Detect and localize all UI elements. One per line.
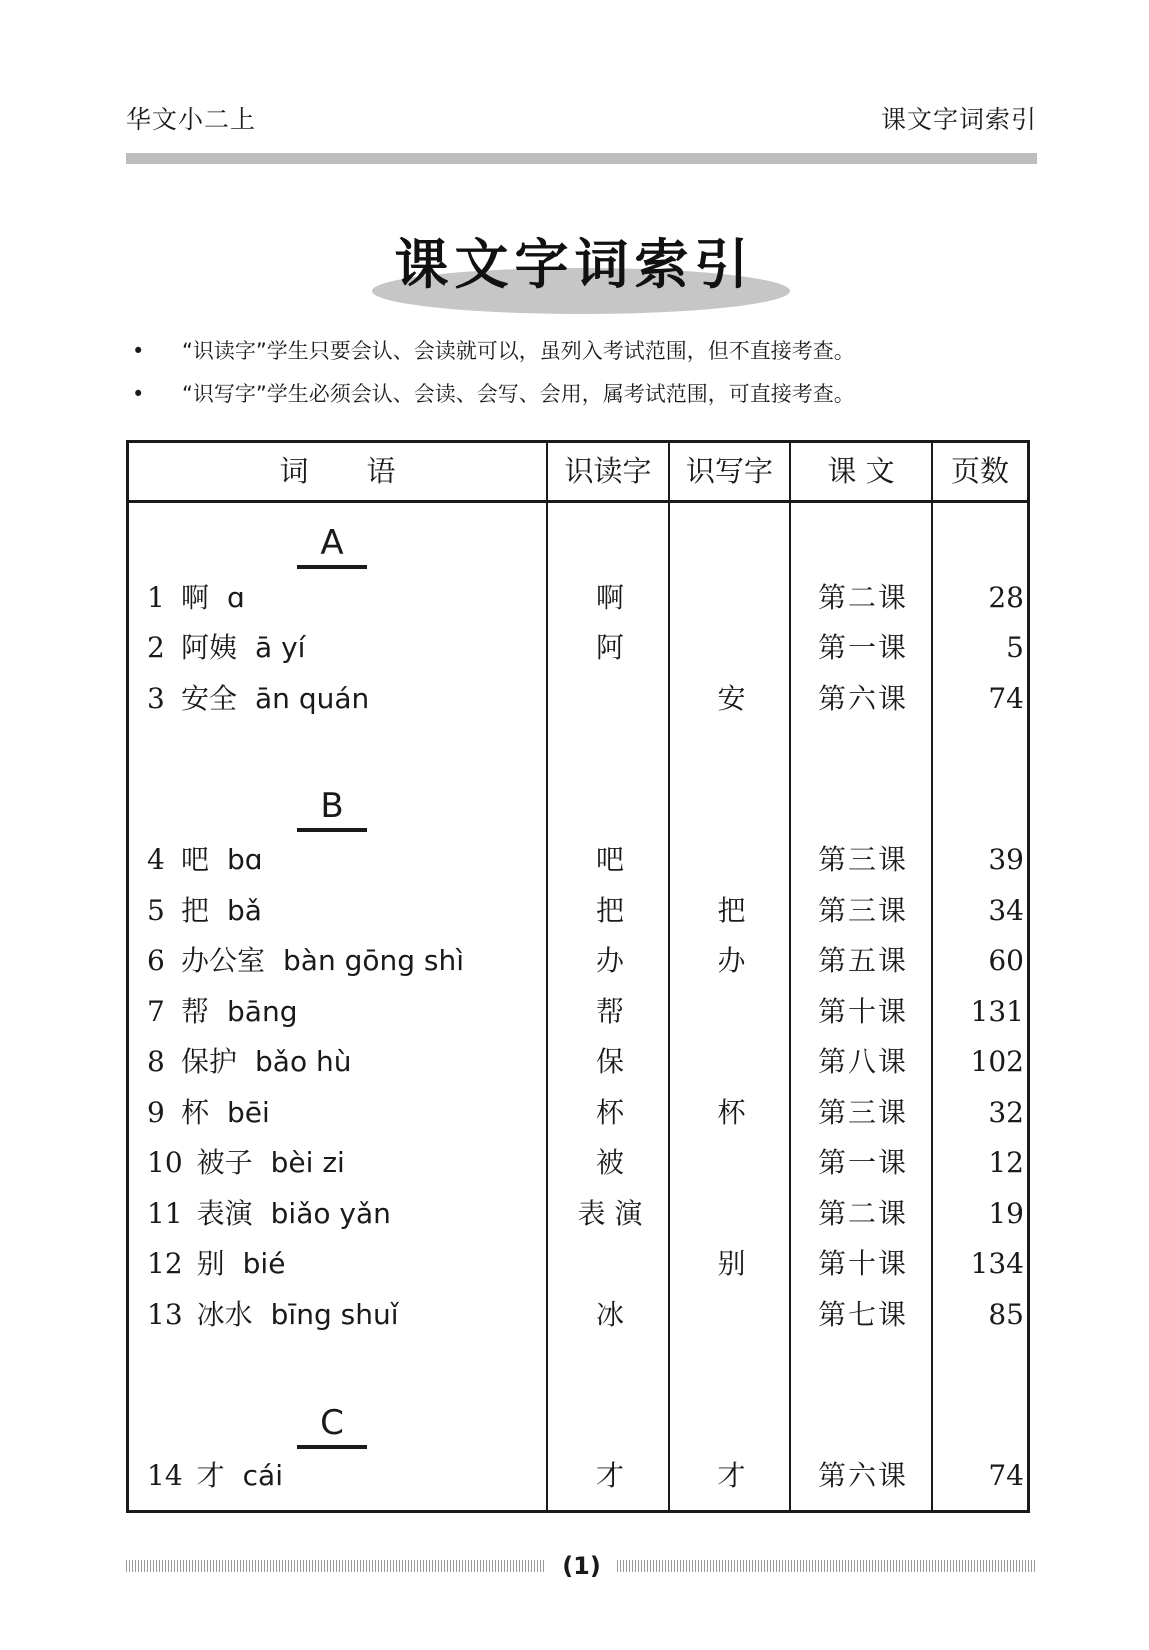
- read-char-cell: 被: [595, 1146, 624, 1179]
- table-row: [129, 1292, 1027, 1338]
- lesson-cell: 第二课: [817, 581, 908, 614]
- table-row: [129, 989, 1027, 1035]
- lesson-cell: 第三课: [817, 1096, 908, 1129]
- section-letter-label: C: [320, 1403, 344, 1443]
- write-char-cell: 杯: [717, 1096, 746, 1129]
- table-row: [129, 1039, 1027, 1085]
- row-number: 1: [147, 581, 165, 614]
- lesson-cell: 第八课: [817, 1045, 908, 1078]
- page-cell: 39: [988, 843, 1024, 876]
- word-hanzi: 被子: [196, 1146, 253, 1179]
- word-hanzi: 安全: [181, 682, 238, 715]
- word-cell: [147, 1453, 283, 1499]
- word-cell: [147, 888, 262, 934]
- table-row: [129, 1191, 1027, 1237]
- page-cell: 134: [970, 1247, 1024, 1280]
- page-title: 课文字词索引: [394, 233, 755, 296]
- row-number: 11: [147, 1197, 183, 1230]
- word-hanzi: 冰水: [196, 1298, 253, 1331]
- word-pinyin: bɑ: [227, 843, 263, 876]
- word-cell: [147, 1090, 270, 1136]
- word-hanzi: 办公室: [181, 944, 266, 977]
- word-cell: [147, 1292, 399, 1338]
- row-number: 13: [147, 1298, 183, 1331]
- row-number: 12: [147, 1247, 183, 1280]
- word-hanzi: 把: [181, 894, 210, 927]
- column-header-page: 页数: [950, 454, 1009, 488]
- word-cell: [147, 938, 464, 984]
- table-row: [129, 625, 1027, 671]
- read-char-cell: 保: [595, 1045, 624, 1078]
- word-cell: [147, 676, 369, 722]
- lesson-cell: 第六课: [817, 1459, 908, 1492]
- row-number: 2: [147, 631, 165, 664]
- word-hanzi: 保护: [181, 1045, 238, 1078]
- column-header-word: 词 语: [279, 454, 396, 488]
- header-divider: [129, 500, 1027, 503]
- word-pinyin: bǎo hù: [255, 1045, 352, 1078]
- section-underline: [297, 565, 367, 569]
- running-header-section-title: 课文字词索引: [880, 105, 1037, 134]
- page-cell: 12: [988, 1146, 1024, 1179]
- write-char-cell: 把: [717, 894, 746, 927]
- word-pinyin: bié: [242, 1247, 286, 1280]
- lesson-cell: 第十课: [817, 995, 908, 1028]
- page-cell: 28: [988, 581, 1024, 614]
- lesson-cell: 第一课: [817, 1146, 908, 1179]
- word-hanzi: 杯: [181, 1096, 210, 1129]
- word-pinyin: bēi: [227, 1096, 270, 1129]
- page-cell: 131: [970, 995, 1024, 1028]
- footer-dash-rule-left: [126, 1560, 546, 1572]
- row-number: 5: [147, 894, 165, 927]
- table-row: [129, 837, 1027, 883]
- page-cell: 74: [988, 682, 1024, 715]
- notes-list: [132, 330, 855, 416]
- bullet-icon: •: [132, 339, 145, 363]
- bullet-icon: •: [132, 382, 145, 406]
- note-text: “识读字”学生只要会认、会读就可以，虽列入考试范围，但不直接考查。: [182, 339, 855, 363]
- word-hanzi: 才: [196, 1459, 225, 1492]
- note-item: [132, 330, 855, 373]
- page-cell: 34: [988, 894, 1024, 927]
- row-number: 8: [147, 1045, 165, 1078]
- column-header-write-char: 识写字: [685, 454, 773, 488]
- column-header-lesson: 课 文: [827, 454, 895, 488]
- word-pinyin: ɑ: [227, 581, 245, 614]
- word-hanzi: 阿姨: [181, 631, 238, 664]
- section-letter-label: B: [320, 786, 344, 826]
- section-letter-b: [297, 786, 367, 832]
- word-cell: [147, 625, 305, 671]
- page-cell: 32: [988, 1096, 1024, 1129]
- footer-dash-rule-right: [617, 1560, 1037, 1572]
- lesson-cell: 第三课: [817, 894, 908, 927]
- table-row: [129, 938, 1027, 984]
- row-number: 14: [147, 1459, 183, 1492]
- table-row: [129, 888, 1027, 934]
- section-underline: [297, 1445, 367, 1449]
- row-number: 4: [147, 843, 165, 876]
- word-pinyin: ā yí: [255, 631, 306, 664]
- running-header-book-title: 华文小二上: [126, 105, 257, 134]
- read-char-cell: 冰: [595, 1298, 624, 1331]
- word-cell: [147, 1191, 391, 1237]
- word-cell: [147, 989, 297, 1035]
- word-hanzi: 别: [196, 1247, 225, 1280]
- word-pinyin: bīng shuǐ: [270, 1298, 399, 1331]
- page-cell: 102: [970, 1045, 1024, 1078]
- word-pinyin: bèi zi: [270, 1146, 345, 1179]
- lesson-cell: 第二课: [817, 1197, 908, 1230]
- page-number: (1): [562, 1552, 601, 1580]
- section-letter-a: [297, 523, 367, 569]
- word-cell: [147, 837, 263, 883]
- page-cell: 5: [1006, 631, 1024, 664]
- read-char-cell: 表 演: [577, 1197, 643, 1230]
- row-number: 7: [147, 995, 165, 1028]
- section-underline: [297, 828, 367, 832]
- lesson-cell: 第十课: [817, 1247, 908, 1280]
- section-letter-c: [297, 1403, 367, 1449]
- word-cell: [147, 575, 245, 621]
- lesson-cell: 第六课: [817, 682, 908, 715]
- word-hanzi: 帮: [181, 995, 210, 1028]
- word-pinyin: biǎo yǎn: [270, 1197, 391, 1230]
- page-cell: 85: [988, 1298, 1024, 1331]
- page-cell: 74: [988, 1459, 1024, 1492]
- read-char-cell: 办: [595, 944, 624, 977]
- word-pinyin: bàn gōng shì: [283, 944, 465, 977]
- word-pinyin: ān quán: [255, 682, 370, 715]
- read-char-cell: 啊: [595, 581, 624, 614]
- write-char-cell: 别: [717, 1247, 746, 1280]
- note-item: [132, 373, 855, 416]
- word-cell: [147, 1140, 345, 1186]
- row-number: 9: [147, 1096, 165, 1129]
- word-pinyin: cái: [242, 1459, 283, 1492]
- read-char-cell: 吧: [595, 843, 624, 876]
- read-char-cell: 才: [595, 1459, 624, 1492]
- header-divider-bar: [126, 153, 1037, 164]
- word-pinyin: bāng: [227, 995, 298, 1028]
- word-hanzi: 表演: [196, 1197, 253, 1230]
- read-char-cell: 阿: [595, 631, 624, 664]
- table-row: [129, 1241, 1027, 1287]
- page-cell: 60: [988, 944, 1024, 977]
- row-number: 10: [147, 1146, 183, 1179]
- write-char-cell: 安: [717, 682, 746, 715]
- lesson-cell: 第一课: [817, 631, 908, 664]
- note-text: “识写字”学生必须会认、会读、会写、会用，属考试范围，可直接考查。: [182, 382, 855, 406]
- read-char-cell: 杯: [595, 1096, 624, 1129]
- page-footer: [126, 1553, 1037, 1579]
- table-row: [129, 1453, 1027, 1499]
- word-cell: [147, 1039, 351, 1085]
- table-row: [129, 676, 1027, 722]
- vocabulary-index-table: [126, 440, 1030, 1513]
- column-header-read-char: 识读字: [564, 454, 652, 488]
- word-pinyin: bǎ: [227, 894, 262, 927]
- table-row: [129, 1140, 1027, 1186]
- read-char-cell: 帮: [595, 995, 624, 1028]
- word-hanzi: 吧: [181, 843, 210, 876]
- lesson-cell: 第七课: [817, 1298, 908, 1331]
- word-hanzi: 啊: [181, 581, 210, 614]
- read-char-cell: 把: [595, 894, 624, 927]
- write-char-cell: 才: [717, 1459, 746, 1492]
- section-letter-label: A: [320, 523, 344, 563]
- table-row: [129, 1090, 1027, 1136]
- page-cell: 19: [988, 1197, 1024, 1230]
- table-row: [129, 575, 1027, 621]
- write-char-cell: 办: [717, 944, 746, 977]
- lesson-cell: 第三课: [817, 843, 908, 876]
- word-cell: [147, 1241, 285, 1287]
- lesson-cell: 第五课: [817, 944, 908, 977]
- row-number: 6: [147, 944, 165, 977]
- row-number: 3: [147, 682, 165, 715]
